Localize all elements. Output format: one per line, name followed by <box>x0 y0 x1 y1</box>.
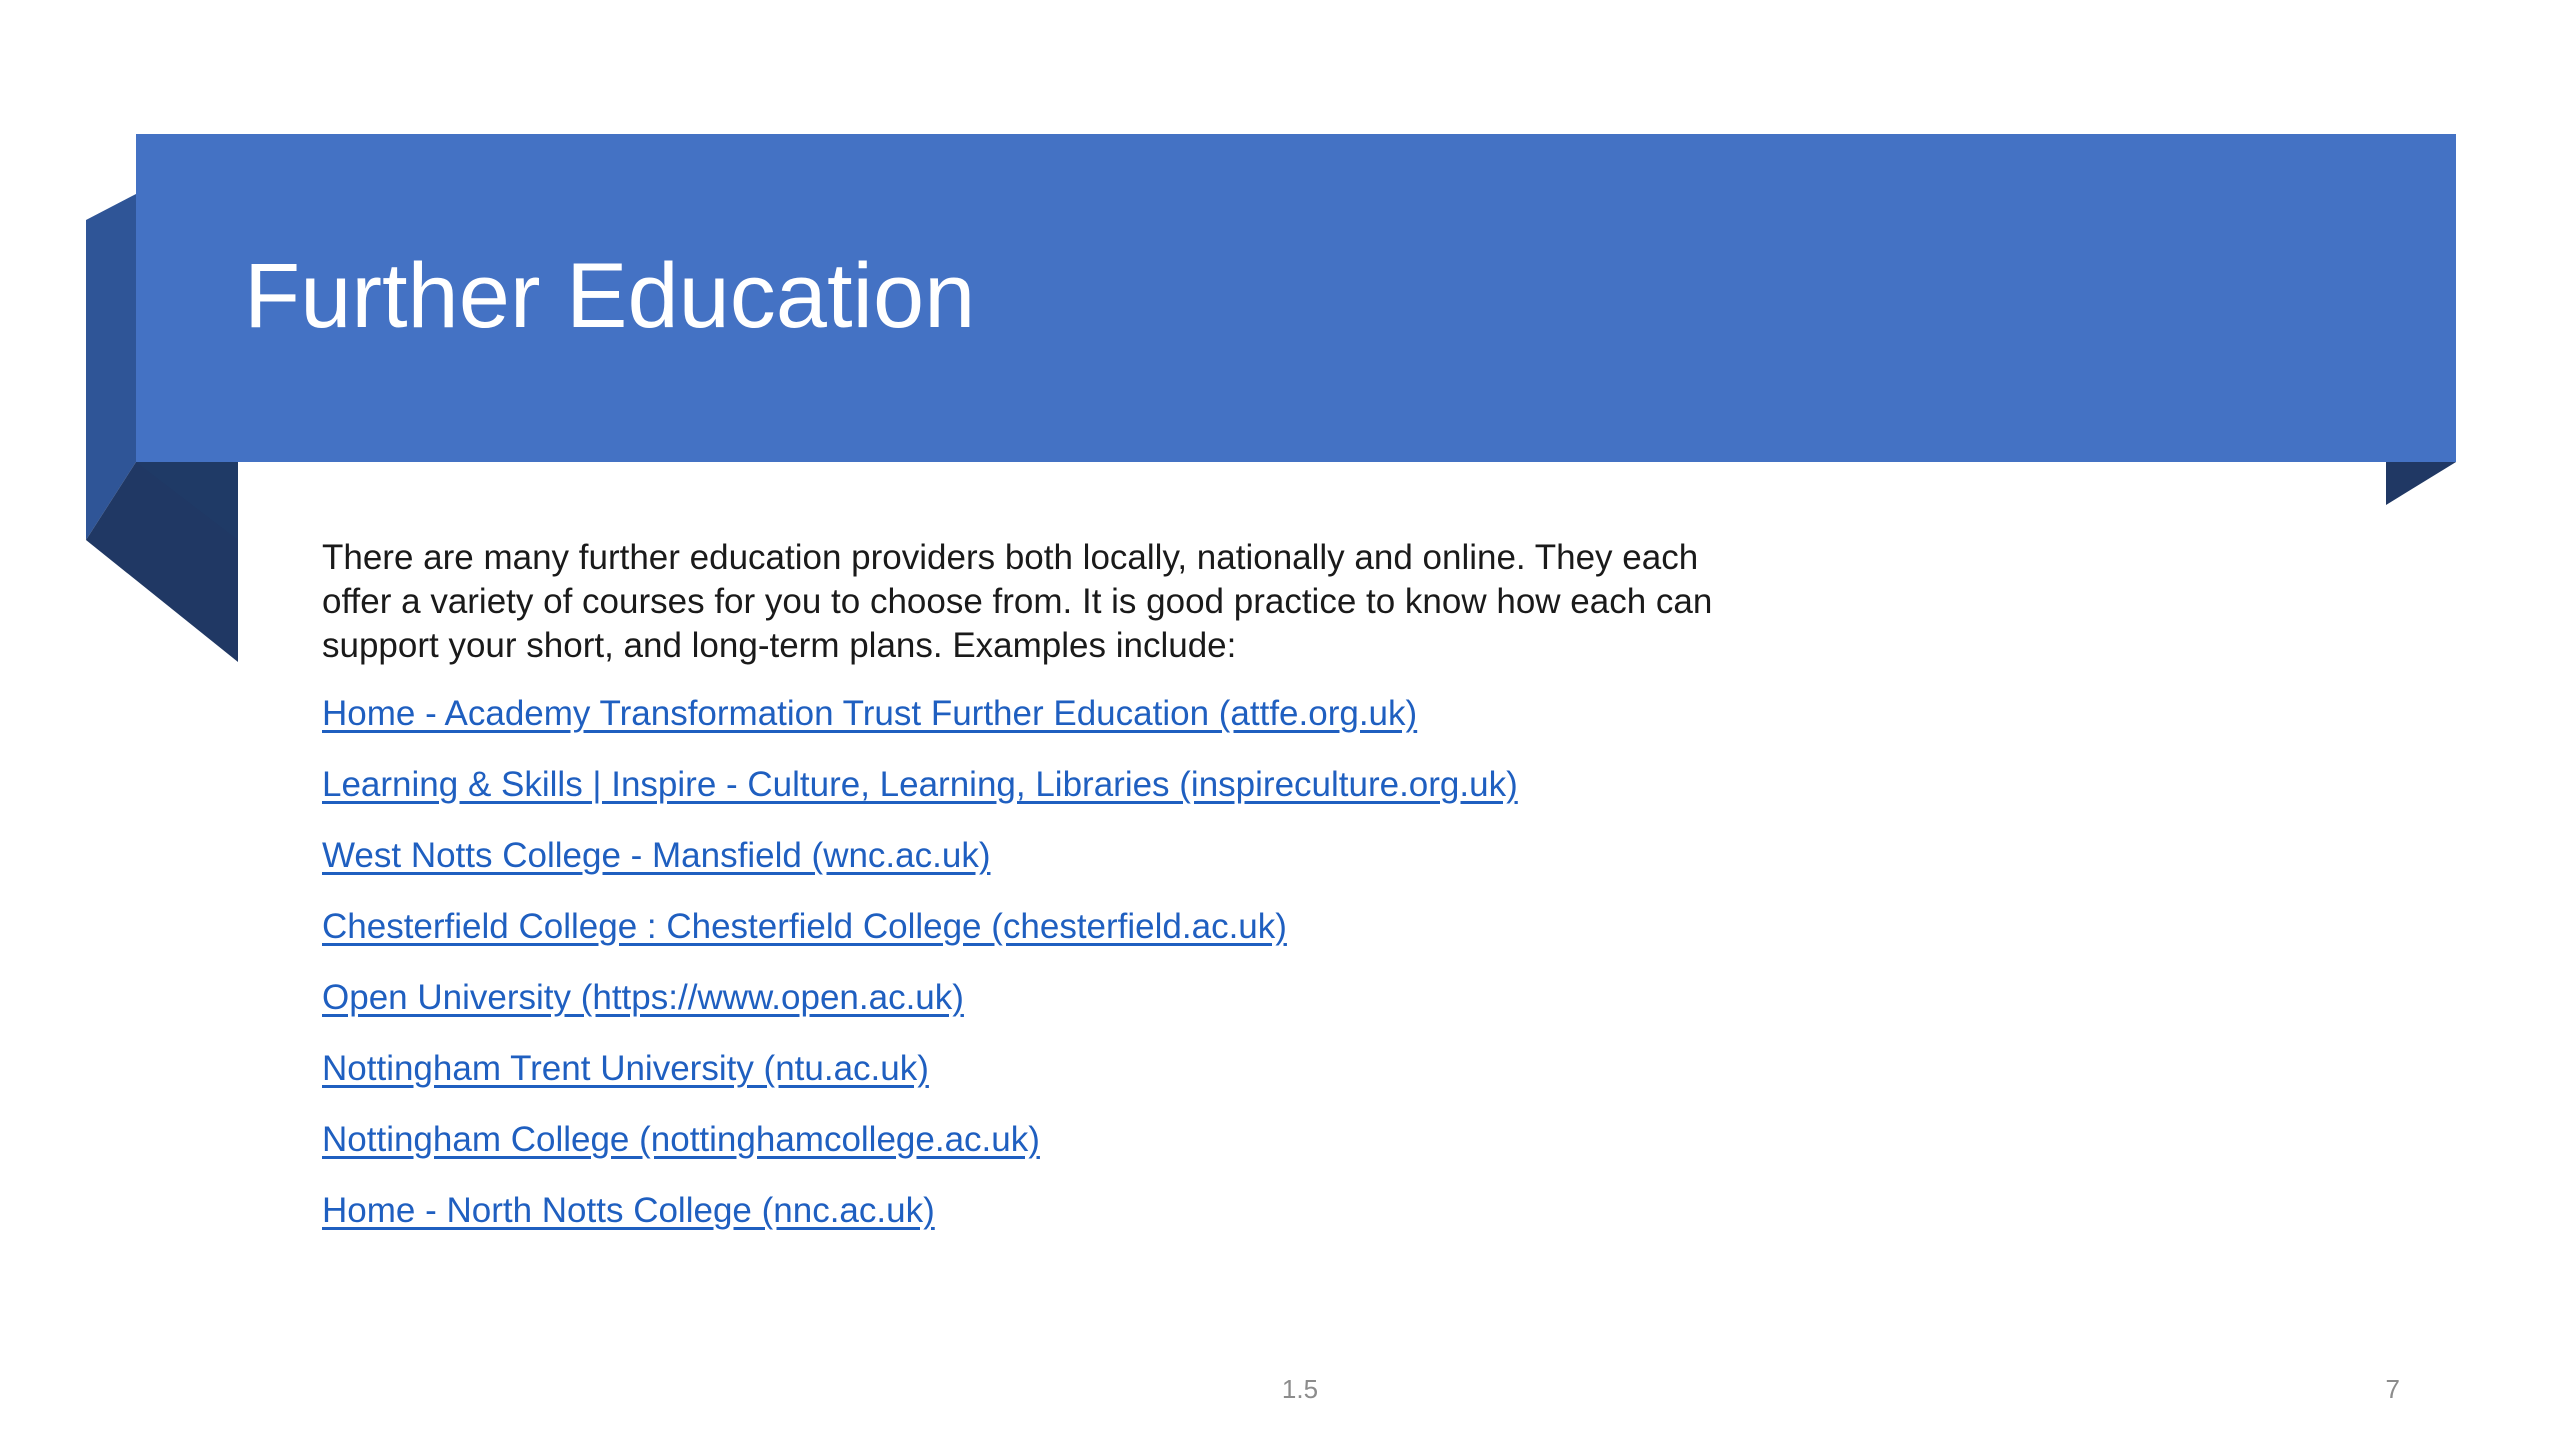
link-north-notts-college[interactable]: Home - North Notts College (nnc.ac.uk) <box>322 1191 935 1230</box>
list-item <box>322 834 1772 905</box>
link-chesterfield-college[interactable]: Chesterfield College : Chesterfield College (chesterfield.ac.uk) <box>322 907 1287 946</box>
slide-body <box>322 536 1772 1260</box>
link-nottingham-college[interactable]: Nottingham College (nottinghamcollege.ac.uk) <box>322 1120 1040 1159</box>
provider-link-list <box>322 692 1772 1260</box>
list-item <box>322 1189 1772 1260</box>
link-attfe[interactable]: Home - Academy Transformation Trust Further Education (attfe.org.uk) <box>322 694 1418 733</box>
link-open-university[interactable]: Open University (https://www.open.ac.uk) <box>322 978 964 1017</box>
list-item <box>322 1118 1772 1189</box>
list-item <box>322 763 1772 834</box>
ribbon-right-fold <box>2386 462 2456 505</box>
list-item <box>322 905 1772 976</box>
intro-paragraph: There are many further education providers both locally, nationally and online. They each offer a variety of courses for you to choose from. It is good practice to know how each can support your short, and long-term plans. Examples include: <box>322 538 1713 665</box>
link-west-notts-college[interactable]: West Notts College - Mansfield (wnc.ac.uk) <box>322 836 991 875</box>
link-inspire[interactable]: Learning & Skills | Inspire - Culture, Learning, Libraries (inspireculture.org.uk) <box>322 765 1518 804</box>
list-item <box>322 692 1772 763</box>
list-item <box>322 1047 1772 1118</box>
list-item <box>322 976 1772 1047</box>
slide-number: 7 <box>2385 1374 2400 1404</box>
slide-title: Further Education <box>244 245 976 347</box>
link-nottingham-trent-university[interactable]: Nottingham Trent University (ntu.ac.uk) <box>322 1049 929 1088</box>
slide-footer: 1.5 <box>1281 1374 1319 1404</box>
